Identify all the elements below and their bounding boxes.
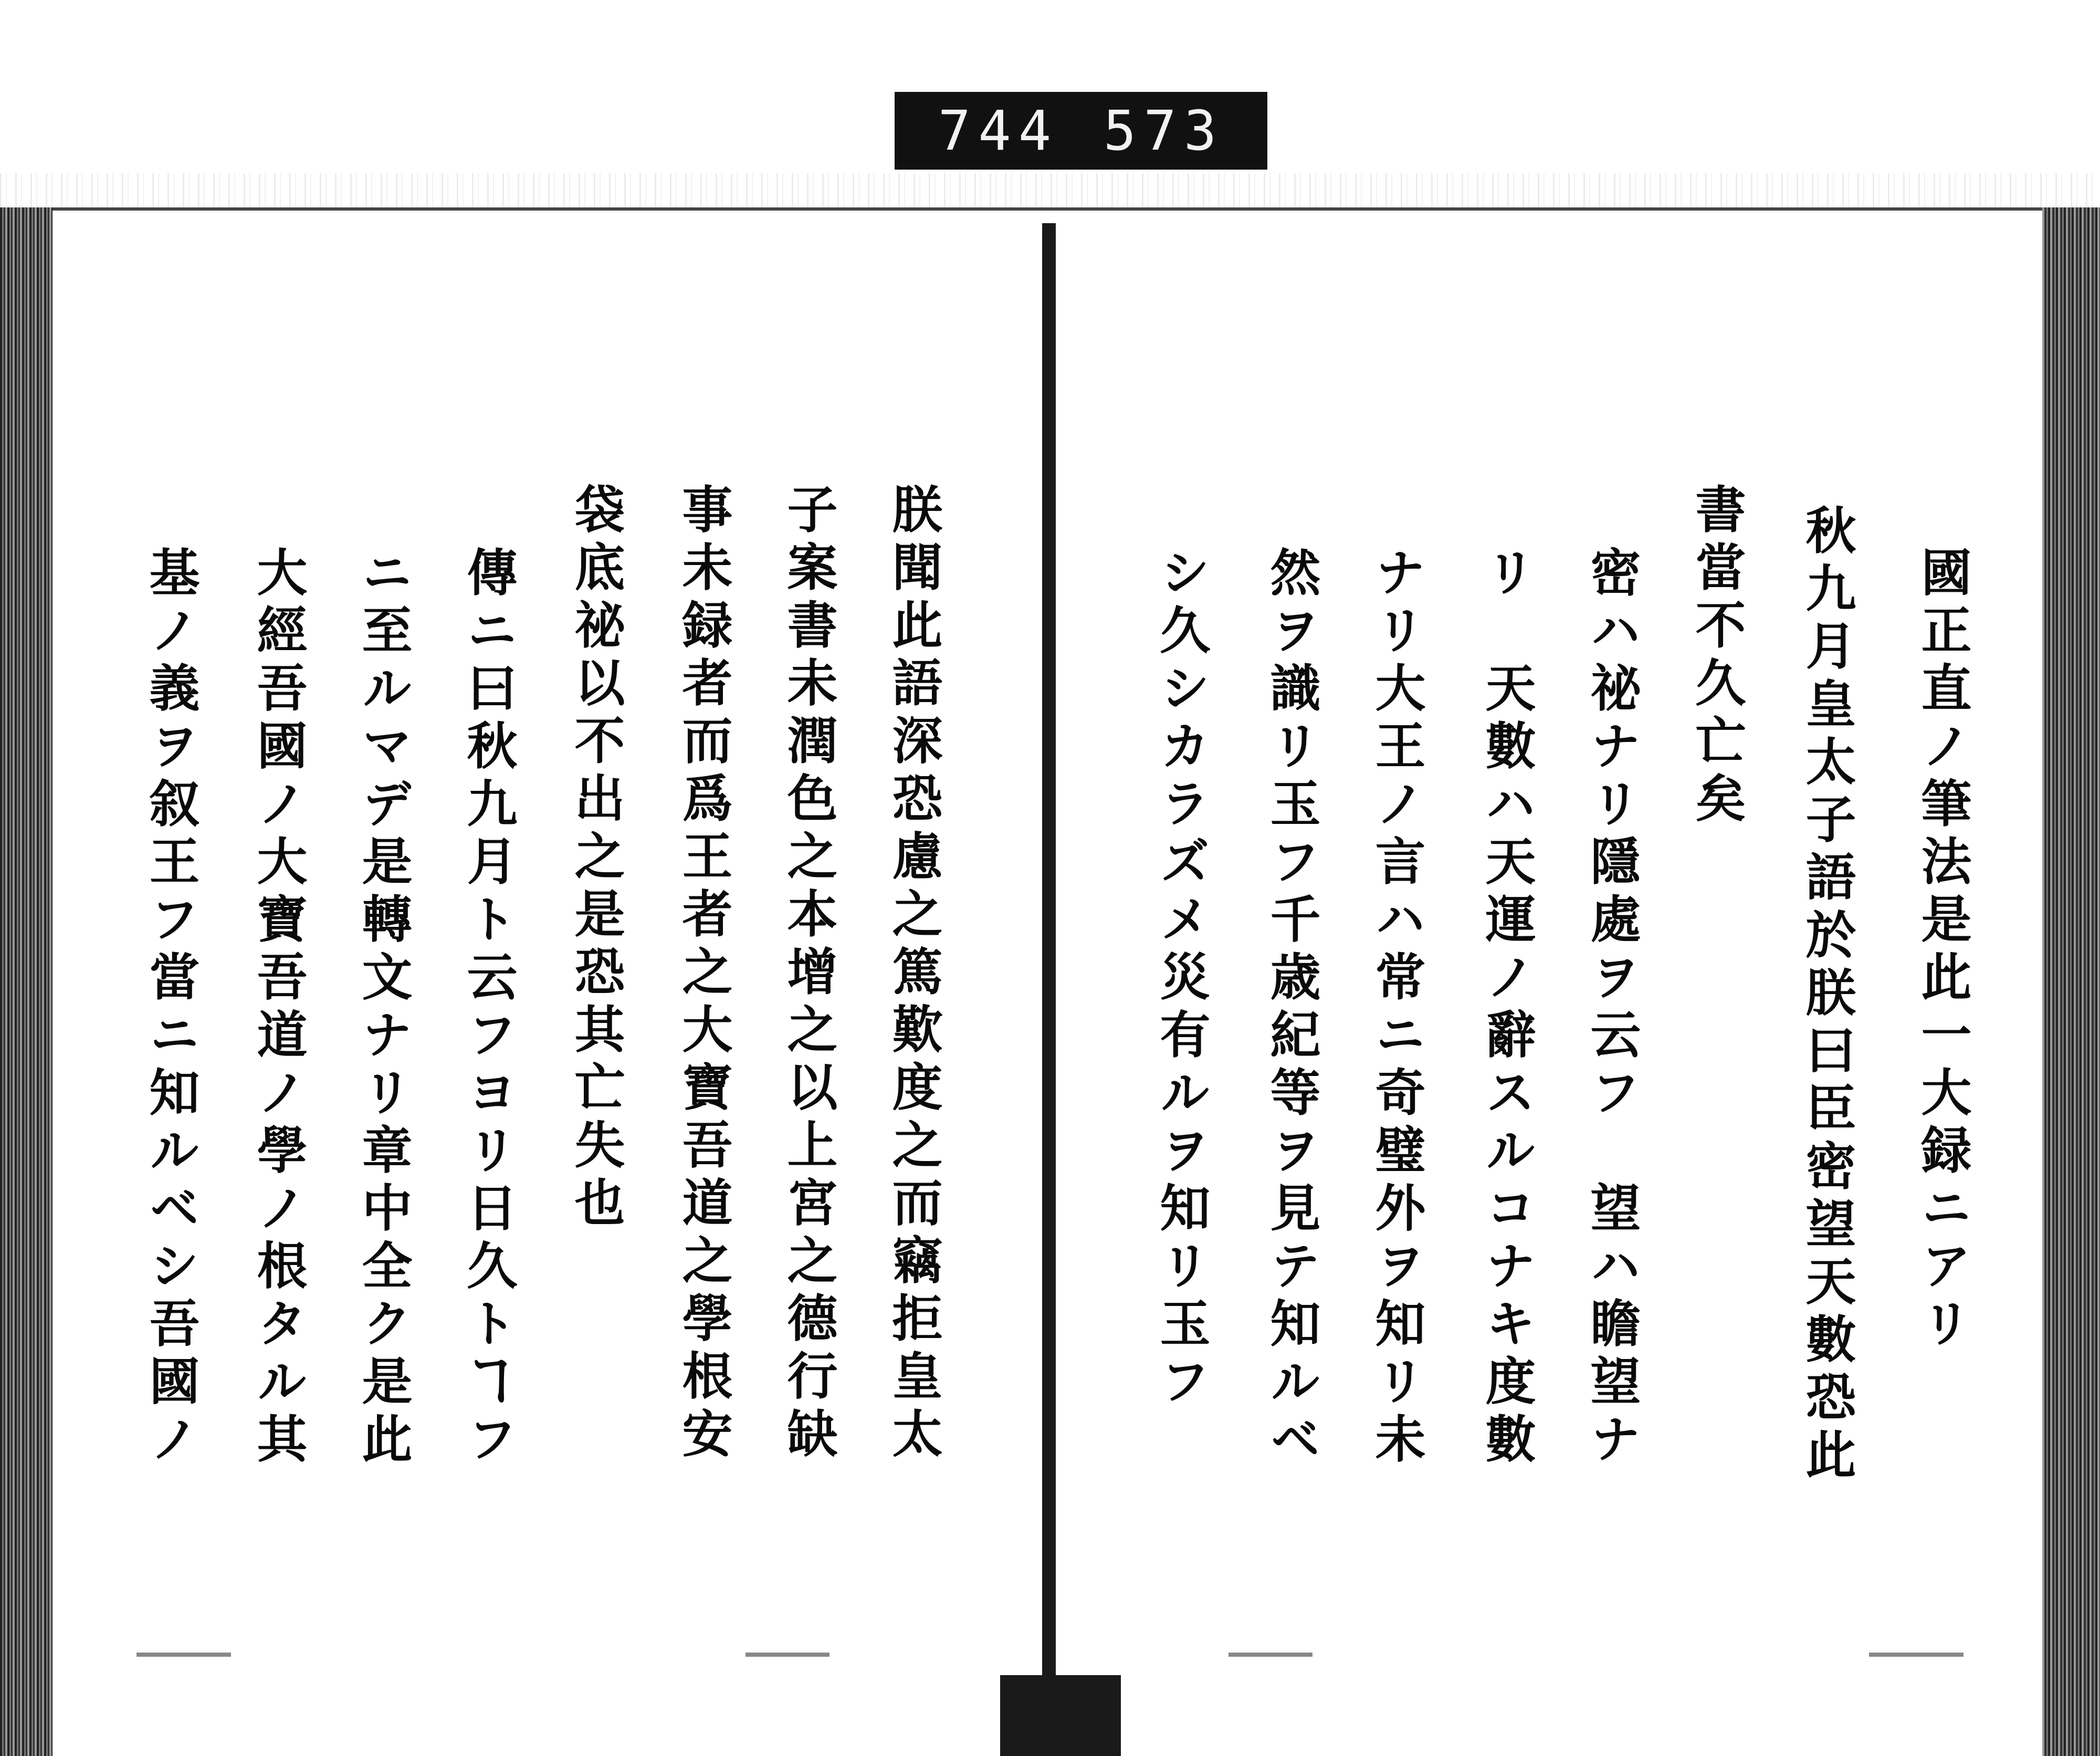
right-page-column-1: 國正直ノ筆法是此一大録ニアリ	[1913, 546, 1972, 1355]
page-edge-right	[2042, 207, 2100, 1756]
page-top-line	[52, 207, 2042, 211]
open-book	[0, 207, 2100, 1756]
right-page-column-4: 密ハ祕ナリ隱處ヲ云フ 望ハ瞻望ナ	[1582, 546, 1642, 1470]
page-bottom-mark	[1869, 1653, 1964, 1657]
right-page-column-5: リ 天數ハ天運ノ辭スルコナキ度數	[1477, 546, 1537, 1470]
scan-label-left-number: 744	[938, 99, 1059, 163]
page-bottom-mark	[1228, 1653, 1312, 1657]
scan-label	[895, 92, 1267, 170]
book-spine	[1042, 223, 1056, 1756]
left-page-column-8: 基ノ義ヲ叙王フ當ニ知ルベシ吾國ノ	[141, 546, 201, 1470]
right-page-column-8: シ久シカラズメ災有ルヲ知リ玉フ	[1152, 546, 1211, 1413]
page-bottom-mark	[136, 1653, 231, 1657]
page-edge-left	[0, 207, 52, 1756]
left-page-column-4: 袋底祕以不出之是恐其亡失也	[566, 483, 626, 1234]
right-page-column-7: 然ヲ識リ玉フ千歳紀等ヲ見テ知ルベ	[1262, 546, 1321, 1470]
left-page-column-5: 傳ニ曰秋九月ト云フヨリ日久トヿフ	[459, 546, 518, 1470]
right-page-column-2: 秋九月皇太子語於朕曰臣密望天數恐此	[1798, 504, 1857, 1486]
book-spine-foot	[1000, 1675, 1121, 1756]
scan-label-right-number: 573	[1103, 99, 1224, 163]
right-page-column-6: ナリ大王ノ言ハ常ニ奇璧外ヲ知リ未	[1367, 546, 1426, 1470]
scan-noise-band	[0, 173, 2100, 210]
left-page-column-6: ニ至ルマデ是轉文ナリ章中全ク是此	[354, 546, 413, 1470]
left-page-column-3: 事未録者而爲王者之大寶吾道之學根安	[674, 483, 733, 1465]
left-page-column-2: 子案書未潤色之本增之以上宮之德行缺	[779, 483, 838, 1465]
page-bottom-mark	[746, 1653, 830, 1657]
left-page-column-1: 朕聞此語深恐慮之篤歎度之而竊拒皇太	[884, 483, 943, 1465]
left-page-column-7: 大經吾國ノ大寶吾道ノ學ノ根タル其	[249, 546, 308, 1470]
right-page-column-3: 書當不久亡矣	[1687, 483, 1747, 830]
